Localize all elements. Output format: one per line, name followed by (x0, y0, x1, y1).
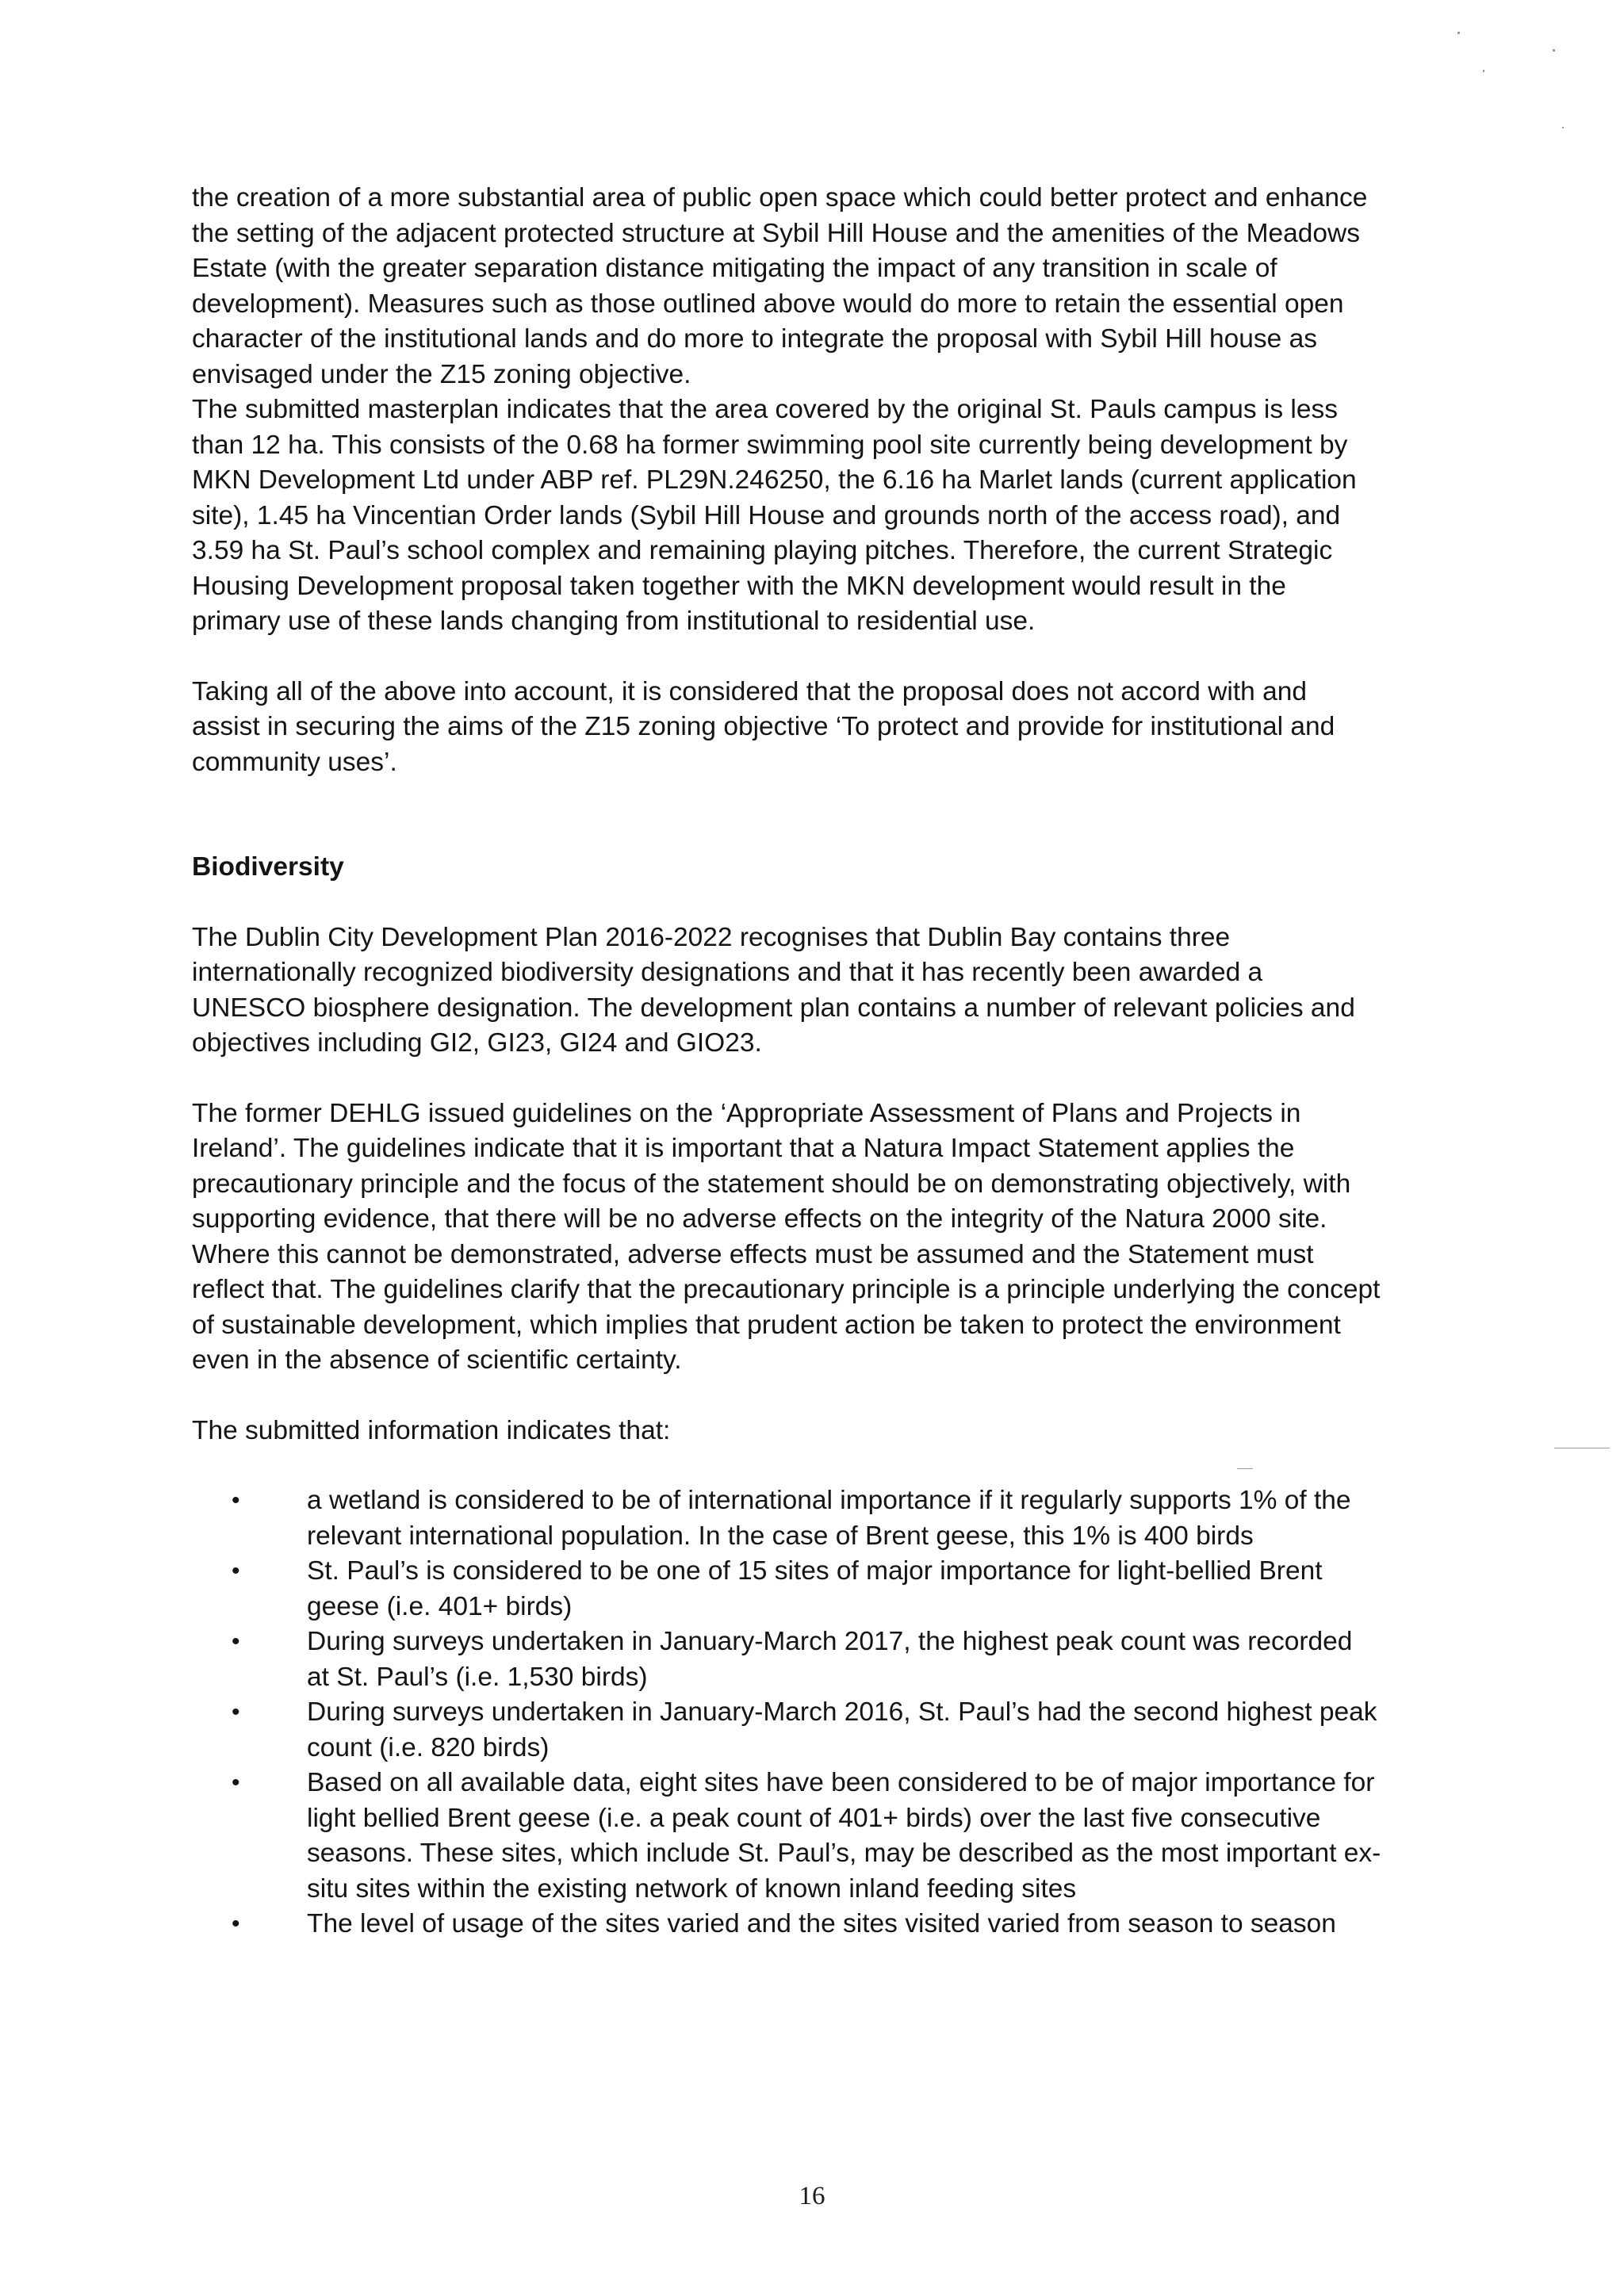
list-item-text: The level of usage of the sites varied and the sites visited varied from season to season (307, 1909, 1336, 1938)
scan-artifact (1562, 127, 1564, 128)
page-number: 16 (799, 2182, 825, 2210)
bullet-icon: • (232, 1487, 240, 1513)
list-item-text: During surveys undertaken in January-March 2017, the highest peak count was recorded at St. Paul’s (i.e. 1,530 birds) (307, 1627, 1353, 1692)
body-paragraph: The former DEHLG issued guidelines on the ‘Appropriate Assessment of Plans and Projects in Ireland’. The guidelines indicate that it is important that a Natura Impact Statement applies the precautionary principle and the focus of the statement should be on demonstrating objectively, with supporting evidence, that there will be no adverse effects on the integrity of the Natura 2000 site. Where this cannot be demonstrated, adverse effects must be assumed and the Statement must reflect that. The guidelines clarify that the precautionary principle is a principle underlying the concept of sustainable development, which implies that prudent action be taken to protect the environment even in the absence of scientific certainty. (192, 1098, 1381, 1375)
list-item (192, 1766, 1381, 1907)
list-item (192, 1695, 1381, 1766)
list-item (192, 1554, 1381, 1624)
list-item (192, 1624, 1381, 1695)
body-paragraph: The submitted masterplan indicates that the area covered by the original St. Pauls campus is less than 12 ha. This consists of the 0.68 ha former swimming pool site currently being development by MKN Development Ltd under ABP ref. PL29N.246250, the 6.16 ha Marlet lands (current application site), 1.45 ha Vincentian Order lands (Sybil Hill House and grounds north of the access road), and 3.59 ha St. Paul’s school complex and remaining playing pitches. Therefore, the current Strategic Housing Development proposal taken together with the MKN development would result in the primary use of these lands changing from institutional to residential use. (192, 395, 1357, 636)
body-paragraph: The Dublin City Development Plan 2016-2022 recognises that Dublin Bay contains three internationally recognized biodiversity designations and that it has recently been awarded a UNESCO biosphere designation. The development plan contains a number of relevant policies and objectives including GI2, GI23, GI24 and GIO23. (192, 922, 1355, 1058)
list-item (192, 1483, 1381, 1554)
bullet-list (192, 1483, 1381, 1942)
scan-artifact (1457, 32, 1460, 34)
scan-artifact (1483, 70, 1484, 72)
body-paragraph: The submitted information indicates that: (192, 1415, 671, 1445)
bullet-icon: • (232, 1699, 240, 1725)
list-item-text: During surveys undertaken in January-March 2016, St. Paul’s had the second highest peak count (i.e. 820 birds) (307, 1697, 1377, 1762)
body-paragraph: the creation of a more substantial area of public open space which could better protect and enhance the setting of the adjacent protected structure at Sybil Hill House and the amenities of the Meadows Estate (with the greater separation distance mitigating the impact of any transition in scale of development). Measures such as those outlined above would do more to retain the essential open character of the institutional lands and do more to integrate the proposal with Sybil Hill house as envisaged under the Z15 zoning objective. (192, 183, 1368, 389)
list-item-text: a wetland is considered to be of international importance if it regularly supports 1% of the relevant international population. In the case of Brent geese, this 1% is 400 birds (307, 1486, 1351, 1551)
bullet-icon: • (232, 1770, 240, 1796)
list-item-text: St. Paul’s is considered to be one of 15 sites of major importance for light-bellied Brent geese (i.e. 401+ birds) (307, 1556, 1323, 1621)
document-body (192, 181, 1381, 1942)
body-paragraph: Taking all of the above into account, it is considered that the proposal does not accord with and assist in securing the aims of the Z15 zoning objective ‘To protect and provide for institutional and community uses’. (192, 676, 1335, 777)
bullet-icon: • (232, 1911, 240, 1937)
list-item (192, 1907, 1381, 1942)
list-item-text: Based on all available data, eight sites have been considered to be of major importance for light bellied Brent geese (i.e. a peak count of 401+ birds) over the last five consecutive seasons. These sites, which include St. Paul’s, may be described as the most important ex-situ sites within the existing network of known inland feeding sites (307, 1768, 1381, 1904)
bullet-icon: • (232, 1558, 240, 1584)
scan-artifact (1553, 49, 1555, 52)
section-heading-biodiversity: Biodiversity (192, 852, 344, 882)
bullet-icon: • (232, 1628, 240, 1655)
